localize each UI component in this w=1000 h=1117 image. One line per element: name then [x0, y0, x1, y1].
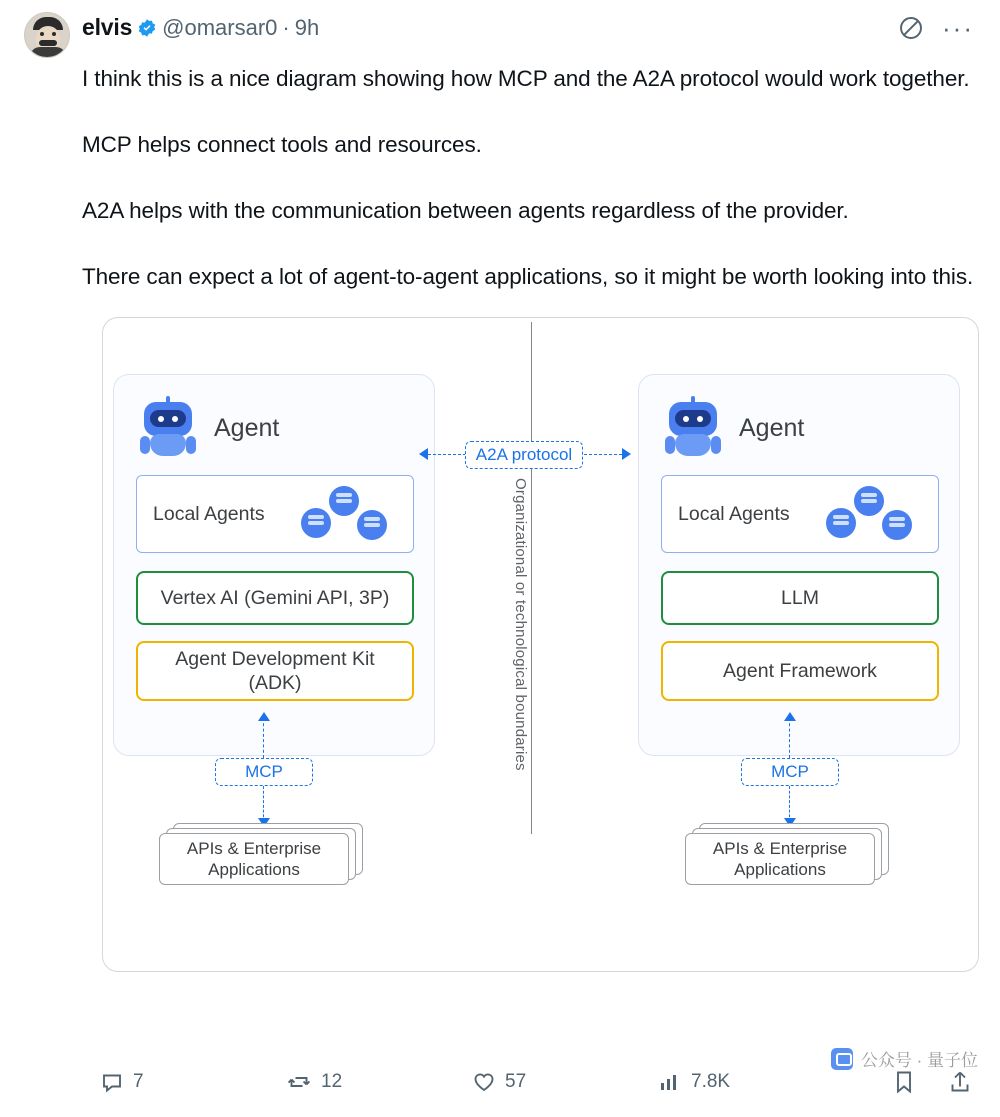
a2a-line-right [579, 454, 627, 455]
mcp-line-down-right [789, 786, 790, 822]
mcp-arrow-up-left-icon [258, 712, 270, 721]
tweet-text [82, 62, 976, 293]
retweet-count: 12 [321, 1071, 343, 1092]
a2a-line-left [423, 454, 471, 455]
model-box-right [661, 571, 939, 625]
avatar-body [30, 47, 66, 57]
tweet-paragraph-2: MCP helps connect tools and resources. [82, 132, 482, 157]
mcp-chip-left: MCP [215, 758, 313, 786]
model-box-left-label: Vertex AI (Gemini API, 3P) [160, 586, 390, 609]
secondary-actions [892, 1069, 978, 1095]
mcp-line-up-left [263, 718, 264, 758]
views-button[interactable] [658, 1070, 858, 1094]
share-icon[interactable] [948, 1069, 972, 1095]
tweet-paragraph-3: A2A helps with the communication between agents regardless of the provider. [82, 198, 849, 223]
agent-panel-left [113, 374, 435, 756]
tweet-paragraph-4: There can expect a lot of agent-to-agent applications, so it might be worth looking into this. [82, 264, 974, 289]
api-stack-left-line1: APIs & Enterprise [186, 839, 322, 858]
agent-panel-right-title: Agent [739, 413, 805, 442]
framework-box-right-line1: Agent Framework [723, 660, 877, 682]
header-actions [898, 12, 976, 43]
mcp-arrow-up-right-icon [784, 712, 796, 721]
reply-count: 7 [133, 1071, 144, 1092]
model-box-left [136, 571, 414, 625]
avatar-eye-right [52, 32, 56, 36]
timestamp[interactable]: 9h [294, 14, 320, 40]
local-agents-label-left: Local Agents [153, 502, 265, 525]
a2a-arrow-right-icon [622, 448, 631, 460]
agent-panel-right-header [639, 375, 959, 467]
local-agents-box-right [661, 475, 939, 553]
author-handle[interactable]: @omarsar0 [162, 14, 278, 40]
model-box-right-label: LLM [781, 586, 819, 609]
robot-icon [136, 396, 200, 460]
robot-icon [661, 396, 725, 460]
heart-icon [472, 1070, 496, 1094]
reply-icon [100, 1070, 124, 1094]
chat-bubbles-icon [818, 484, 930, 546]
tweet-header [24, 8, 976, 58]
more-options-icon[interactable]: ··· [942, 12, 974, 43]
circle-slash-icon[interactable] [898, 15, 924, 41]
diagram-image-card[interactable] [102, 317, 979, 972]
watermark-text: 公众号 · 量子位 [860, 1051, 978, 1070]
api-stack-right [685, 823, 893, 885]
a2a-arrow-left-icon [419, 448, 428, 460]
verified-badge-icon [137, 18, 157, 38]
api-stack-right-line2: Applications [734, 860, 826, 879]
author-line [82, 12, 976, 41]
avatar[interactable] [24, 12, 70, 58]
framework-box-left [136, 641, 414, 701]
mcp-line-up-right [789, 718, 790, 758]
like-button[interactable] [472, 1070, 658, 1094]
framework-box-right [661, 641, 939, 701]
boundary-divider [531, 322, 532, 834]
avatar-eye-left [40, 32, 44, 36]
a2a-protocol-chip: A2A protocol [465, 441, 583, 469]
retweet-button[interactable] [286, 1070, 472, 1094]
analytics-icon [658, 1070, 682, 1094]
api-stack-right-line1: APIs & Enterprise [712, 839, 848, 858]
framework-box-left-line2: (ADK) [248, 672, 302, 694]
reply-button[interactable] [100, 1070, 286, 1094]
separator-dot: · [282, 14, 290, 40]
agent-panel-left-header [114, 375, 434, 467]
framework-box-left-line1: Agent Development Kit [175, 648, 375, 670]
agent-panel-left-title: Agent [214, 413, 280, 442]
author-name[interactable]: elvis [82, 14, 133, 40]
avatar-mustache [39, 40, 57, 46]
bookmark-icon[interactable] [892, 1069, 916, 1095]
tweet-paragraph-1: I think this is a nice diagram showing how MCP and the A2A protocol would work together. [82, 66, 970, 91]
tweet-action-bar [100, 1057, 978, 1107]
like-count: 57 [505, 1071, 527, 1092]
view-count: 7.8K [691, 1071, 731, 1092]
mcp-chip-right: MCP [741, 758, 839, 786]
api-stack-left [159, 823, 367, 885]
local-agents-box-left [136, 475, 414, 553]
local-agents-label-right: Local Agents [678, 502, 790, 525]
retweet-icon [286, 1070, 312, 1094]
api-stack-left-line2: Applications [208, 860, 300, 879]
chat-bubbles-icon [293, 484, 405, 546]
agent-panel-right [638, 374, 960, 756]
mcp-line-down-left [263, 786, 264, 822]
boundary-label: Organizational or technological boundaries [512, 478, 529, 771]
